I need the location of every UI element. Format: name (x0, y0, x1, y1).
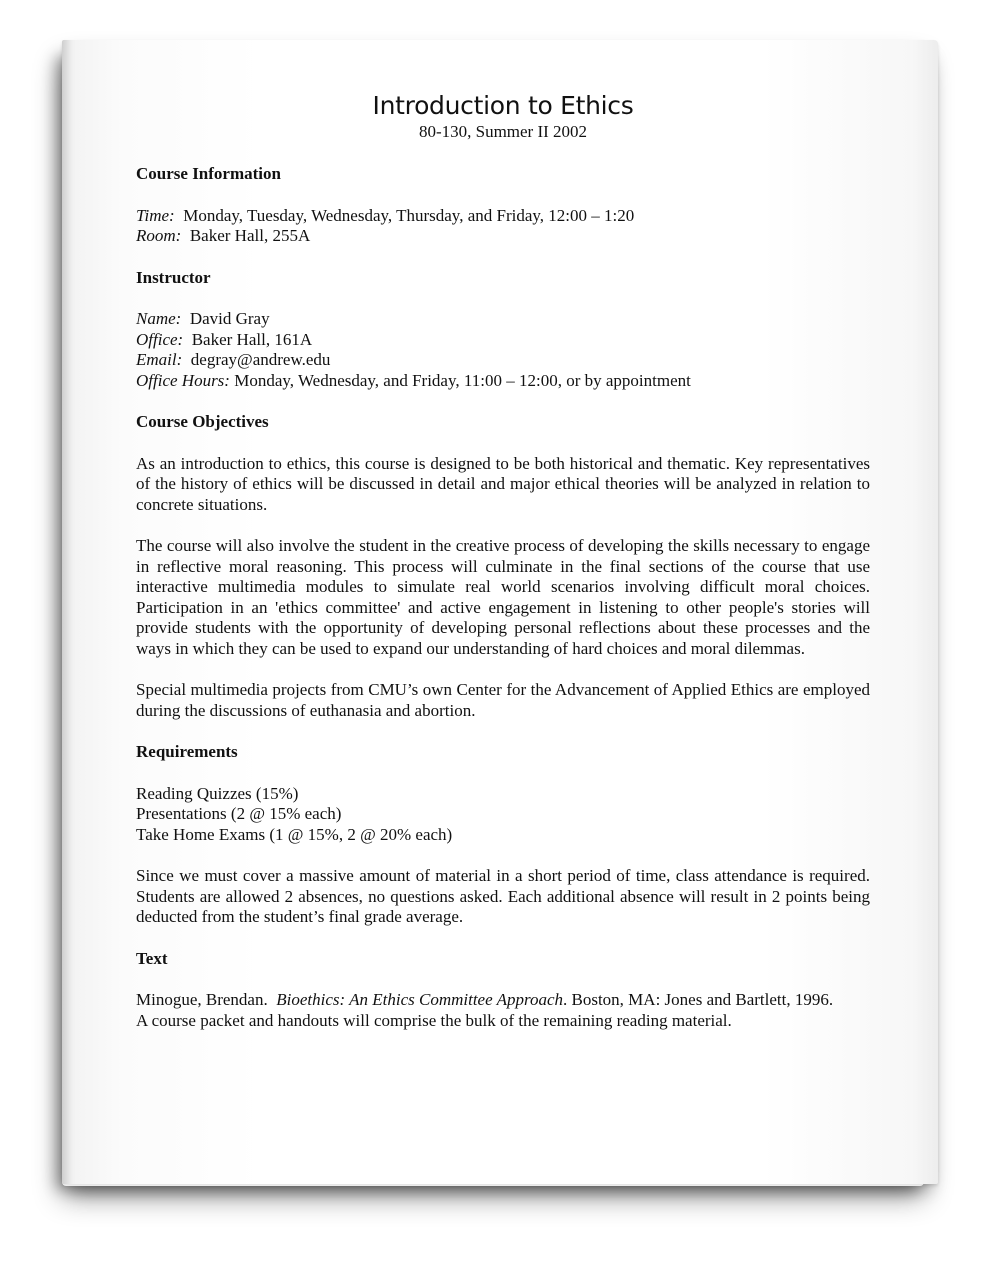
email-label: Email: (136, 350, 183, 369)
office-line (136, 330, 870, 351)
attendance-paragraph: Since we must cover a massive amount of material in a short period of time, class attendance is required. Students are allowed 2 absences, no questions asked. Each additional absence will result in 2 points being deducted from the student’s final grade average. (136, 866, 870, 926)
name-label: Name: (136, 309, 182, 328)
citation-author: Minogue, Brendan. (136, 990, 268, 1009)
time-label: Time: (136, 205, 175, 225)
office-value: Baker Hall, 161A (191, 329, 313, 349)
name-line (136, 309, 870, 330)
course-information-heading: Course Information (136, 164, 281, 183)
syllabus-page (62, 40, 938, 1184)
time-value: Monday, Tuesday, Wednesday, Thursday, and Friday, 12:00 – 1:20 (183, 205, 635, 225)
time-line (136, 206, 870, 227)
instructor-block (136, 309, 870, 391)
room-line (136, 226, 870, 247)
requirement-item: Reading Quizzes (15%) (136, 783, 299, 803)
requirement-item: Take Home Exams (1 @ 15%, 2 @ 20% each) (136, 824, 453, 844)
page-content (136, 90, 870, 1031)
objectives-paragraph-3: Special multimedia projects from CMU’s own Center for the Advancement of Applied Ethics are employed during the discussions of euthanasia and abortion. (136, 680, 870, 720)
requirements-list (136, 784, 870, 846)
office-hours-value: Monday, Wednesday, and Friday, 11:00 – 12:00, or by appointment (234, 370, 691, 390)
office-hours-label: Office Hours: (136, 370, 230, 390)
email-line (136, 350, 870, 371)
text-heading: Text (136, 948, 168, 968)
office-hours-line (136, 371, 870, 392)
document-title: Introduction to Ethics (372, 91, 634, 120)
course-information-block (136, 206, 870, 247)
citation-publisher: . Boston, MA: Jones and Bartlett, 1996. (563, 990, 834, 1009)
room-value: Baker Hall, 255A (189, 226, 311, 245)
name-value: David Gray (189, 309, 270, 328)
course-objectives-heading: Course Objectives (136, 412, 269, 431)
email-value: degray@andrew.edu (190, 350, 331, 369)
office-label: Office: (136, 329, 184, 349)
requirements-heading: Requirements (136, 742, 238, 761)
room-label: Room: (136, 226, 182, 245)
objectives-paragraph-1: As an introduction to ethics, this course is designed to be both historical and thematic. Key representatives of the history of ethics will be discussed in detail and major ethical theories will be analyzed in relation to concrete situations. (136, 453, 870, 514)
requirement-item: Presentations (2 @ 15% each) (136, 804, 342, 823)
instructor-heading: Instructor (136, 267, 211, 287)
objectives-paragraph-2: The course will also involve the student in the creative process of developing the skills necessary to engage in reflective moral reasoning. This process will culminate in the final sections of the course that use interactive multimedia modules to simulate real world scenarios involving difficult moral choices. Participation in an 'ethics committee' and active engagement in listening to other people's stories will provide students with the opportunity of developing personal reflections about these processes and the ways in which they can be used to expand our understanding of hard choices and moral dilemmas. (136, 536, 870, 658)
citation-title: Bioethics: An Ethics Committee Approach (276, 990, 563, 1009)
document-subtitle: 80-130, Summer II 2002 (418, 122, 588, 141)
page-spine-shading (62, 40, 72, 1184)
textbook-citation (136, 990, 870, 1011)
course-packet-note: A course packet and handouts will comprise the bulk of the remaining reading material. (136, 1010, 732, 1030)
